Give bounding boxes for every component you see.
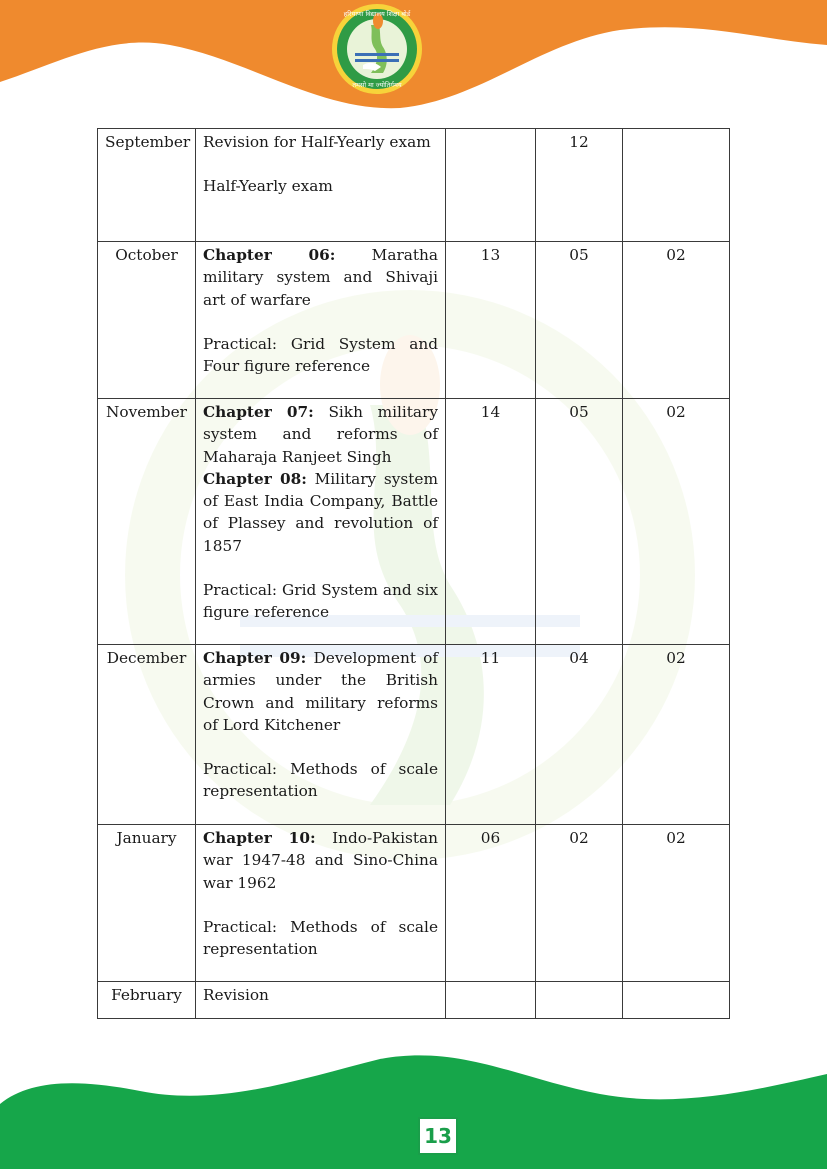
count-cell-a: 11 <box>446 645 536 825</box>
chapter-title: Chapter 10: <box>203 829 316 847</box>
count-cell-b: 05 <box>536 399 623 645</box>
content-cell <box>196 399 446 645</box>
count-cell-c <box>623 129 730 242</box>
chapter-paragraph <box>203 244 438 311</box>
chapter-paragraph <box>203 401 438 468</box>
chapter-text: Indo-Pakistan war 1947-48 and Sino-China war 1962 <box>203 829 438 892</box>
content-cell <box>196 825 446 982</box>
count-cell-b: 05 <box>536 242 623 399</box>
logo-bottom-text: तमसो मा ज्योतिर्गमय <box>352 81 402 89</box>
month-cell: November <box>98 399 196 645</box>
month-cell: September <box>98 129 196 242</box>
footer-green-wave <box>0 1049 827 1169</box>
chapter-text: Maratha military system and Shivaji art of warfare <box>203 246 438 309</box>
table-row <box>98 129 730 242</box>
count-cell-b: 04 <box>536 645 623 825</box>
page-number: 13 <box>418 1117 458 1155</box>
content-cell <box>196 982 446 1019</box>
syllabus-schedule-table <box>97 128 730 1019</box>
chapter-text: Development of armies under the British Crown and military reforms of Lord Kitchener <box>203 649 438 734</box>
board-seal-icon <box>331 3 423 95</box>
count-cell-c: 02 <box>623 825 730 982</box>
chapter-text: Sikh military system and reforms of Maharaja Ranjeet Singh <box>203 403 438 466</box>
chapter-paragraph <box>203 647 438 736</box>
month-cell: January <box>98 825 196 982</box>
count-cell-b: 02 <box>536 825 623 982</box>
month-cell: December <box>98 645 196 825</box>
content-cell <box>196 242 446 399</box>
chapter-title: Chapter 09: <box>203 649 307 667</box>
content-cell <box>196 129 446 242</box>
practical-text: Practical: Grid System and six figure reference <box>203 581 438 622</box>
chapter-text: Military system of East India Company, Battle of Plassey and revolution of 1857 <box>203 469 438 555</box>
count-cell-c: 02 <box>623 645 730 825</box>
practical-text: Practical: Methods of scale representation <box>203 917 438 959</box>
practical-text: Practical: Grid System and Four figure reference <box>203 334 438 376</box>
count-cell-b: 12 <box>536 129 623 242</box>
count-cell-a <box>446 129 536 242</box>
month-cell: February <box>98 982 196 1019</box>
table-row <box>98 825 730 982</box>
content-text: Revision for Half-Yearly exam <box>203 133 431 151</box>
count-cell-a <box>446 982 536 1019</box>
table-row <box>98 399 730 645</box>
month-cell: October <box>98 242 196 399</box>
practical-text: Practical: Methods of scale representation <box>203 760 438 801</box>
count-cell-a: 14 <box>446 399 536 645</box>
count-cell-b <box>536 982 623 1019</box>
chapter-title: Chapter 06: <box>203 246 336 264</box>
chapter-title: Chapter 07: <box>203 403 314 421</box>
count-cell-a: 06 <box>446 825 536 982</box>
chapter-paragraph <box>203 468 438 557</box>
table-row <box>98 982 730 1019</box>
chapter-paragraph <box>203 827 438 894</box>
count-cell-c: 02 <box>623 399 730 645</box>
content-text: Half-Yearly exam <box>203 177 333 196</box>
count-cell-c <box>623 982 730 1019</box>
table-row <box>98 242 730 399</box>
chapter-title: Chapter 08: <box>203 469 307 488</box>
content-cell <box>196 645 446 825</box>
logo-top-text: हरियाणा विद्यालय शिक्षा बोर्ड <box>343 10 411 18</box>
count-cell-a: 13 <box>446 242 536 399</box>
content-text: Revision <box>203 986 269 1004</box>
table-row <box>98 645 730 825</box>
count-cell-c: 02 <box>623 242 730 399</box>
